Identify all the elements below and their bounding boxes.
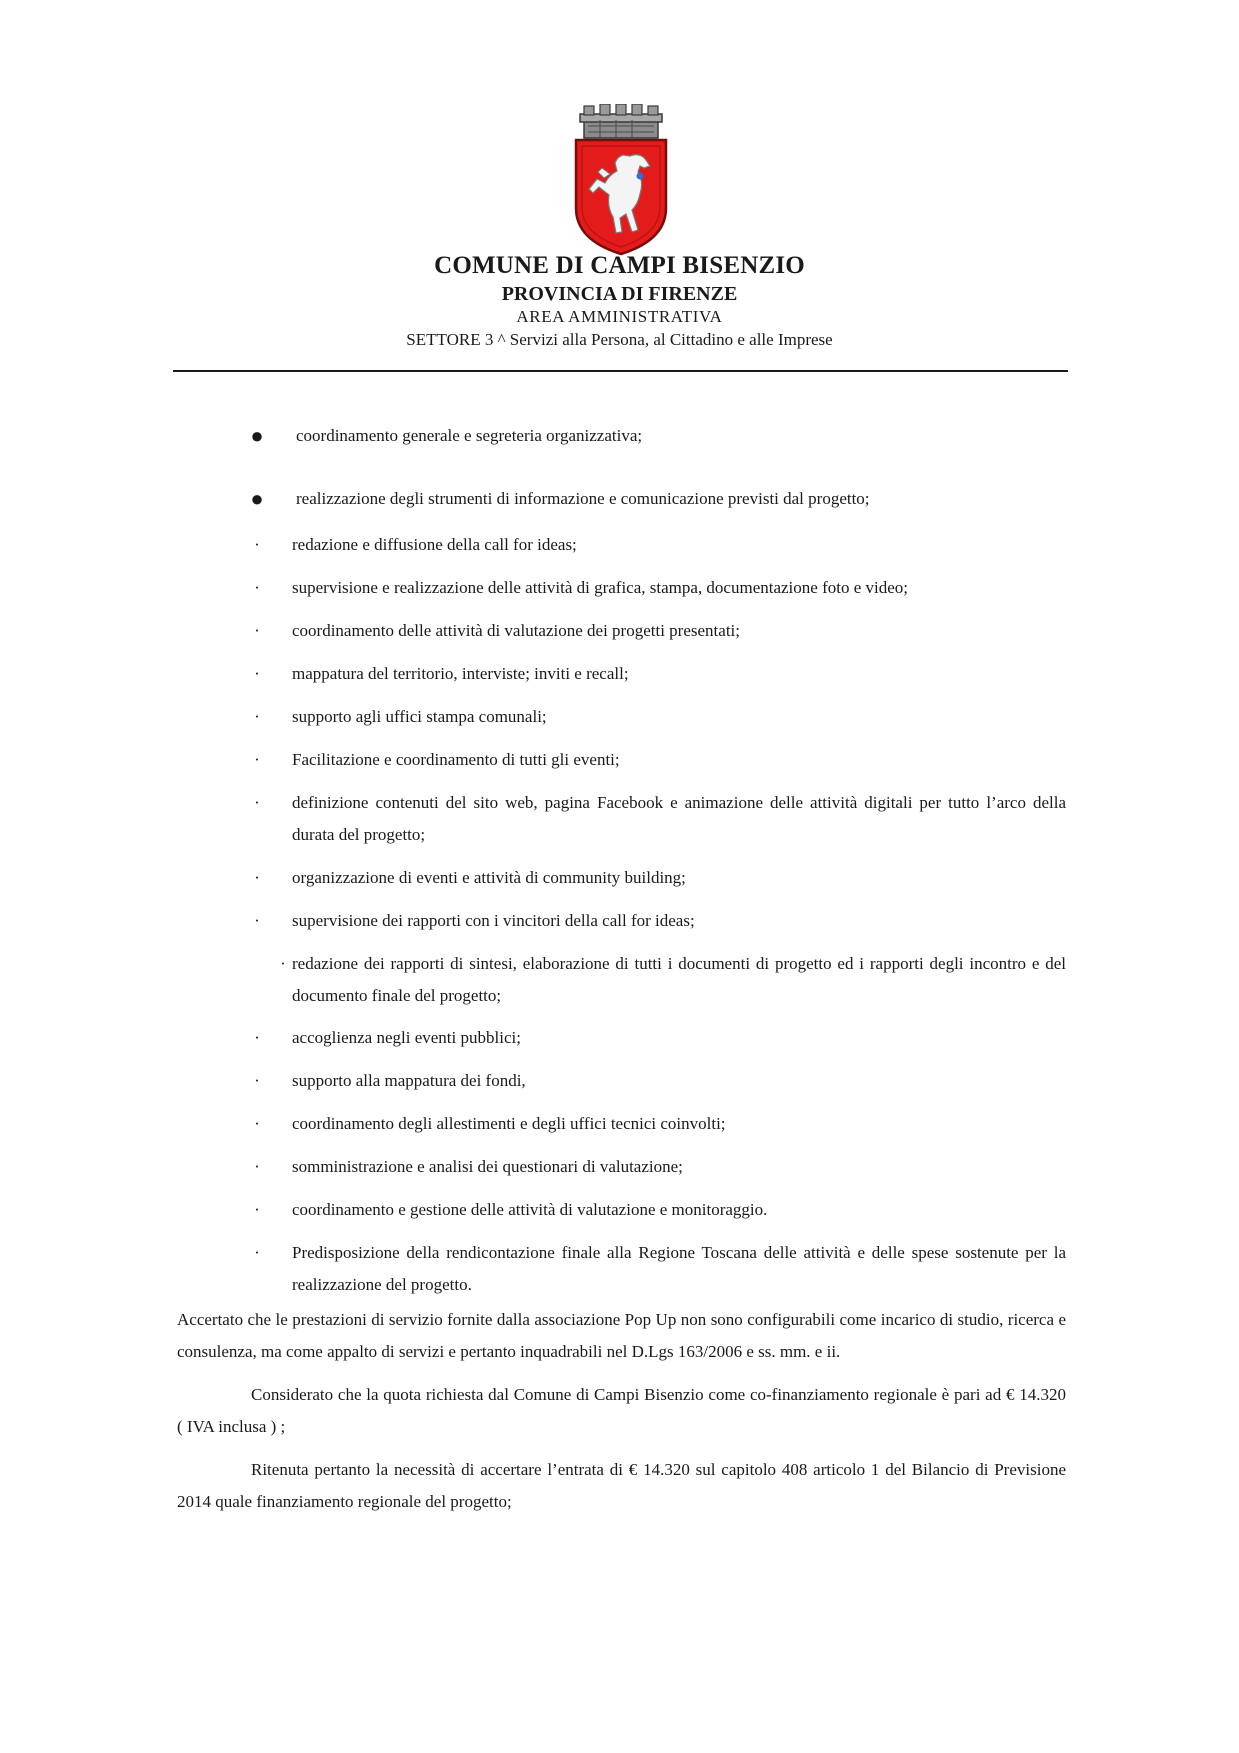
bullet: ·: [254, 707, 260, 726]
bullet: ·: [254, 535, 260, 554]
area-name: AREA AMMINISTRATIVA: [516, 307, 723, 326]
list-item-text: redazione dei rapporti di sintesi, elaborazione di tutti i documenti di progetto ed i rapporti degli incontro e del documento finale del progetto;: [292, 954, 1066, 1005]
bullet: ·: [254, 578, 260, 597]
list-item-text: coordinamento generale e segreteria organizzativa;: [296, 426, 643, 445]
list-item-text: redazione e diffusione della call for ideas;: [292, 535, 577, 554]
bullet: ·: [254, 1243, 260, 1262]
province-name: PROVINCIA DI FIRENZE: [501, 283, 738, 305]
paragraph-considerato: Considerato che la quota richiesta dal Comune di Campi Bisenzio come co-finanziamento regionale è pari ad € 14.320 ( IVA inclusa ) ;: [177, 1385, 1066, 1436]
list-item-text: supervisione dei rapporti con i vincitori della call for ideas;: [292, 911, 695, 930]
bullet: ●: [250, 486, 264, 511]
bullet: ·: [254, 664, 260, 683]
list-item-text: coordinamento delle attività di valutazione dei progetti presentati;: [292, 621, 740, 640]
list-item-text: accoglienza negli eventi pubblici;: [292, 1028, 521, 1047]
bullet: ·: [254, 1114, 260, 1133]
letterhead: [0, 250, 1239, 352]
list-item-text: realizzazione degli strumenti di informazione e comunicazione previsti dal progetto;: [296, 489, 870, 508]
bullet: ·: [254, 621, 260, 640]
coat-of-arms-icon: [570, 104, 672, 256]
bullet: ·: [254, 1157, 260, 1176]
list-item-text: supporto alla mappatura dei fondi,: [292, 1071, 526, 1090]
bullet: ·: [254, 1071, 260, 1090]
list-item-text: organizzazione di eventi e attività di community building;: [292, 868, 686, 887]
bullet: ·: [254, 1028, 260, 1047]
bullet: ·: [254, 911, 260, 930]
sector-name: SETTORE 3 ^ Servizi alla Persona, al Cittadino e alle Imprese: [406, 330, 833, 349]
list-item-text: Predisposizione della rendicontazione finale alla Regione Toscana delle attività e delle spese sostenute per la realizzazione del progetto.: [292, 1243, 1066, 1294]
municipality-title: COMUNE DI CAMPI BISENZIO: [434, 252, 805, 279]
bullet: ·: [280, 954, 286, 973]
list-item-text: supporto agli uffici stampa comunali;: [292, 707, 547, 726]
list-item-text: coordinamento e gestione delle attività di valutazione e monitoraggio.: [292, 1200, 768, 1219]
paragraph-ritenuta: Ritenuta pertanto la necessità di accertare l’entrata di € 14.320 sul capitolo 408 articolo 1 del Bilancio di Previsione 2014 quale finanziamento regionale del progetto;: [177, 1460, 1066, 1511]
bullet: ·: [254, 868, 260, 887]
list-item-text: supervisione e realizzazione delle attività di grafica, stampa, documentazione foto e video;: [292, 578, 908, 597]
list-item-text: coordinamento degli allestimenti e degli uffici tecnici coinvolti;: [292, 1114, 726, 1133]
bullet: ·: [254, 793, 260, 812]
list-item-text: Facilitazione e coordinamento di tutti gli eventi;: [292, 750, 620, 769]
paragraph-accertato: Accertato che le prestazioni di servizio fornite dalla associazione Pop Up non sono configurabili come incarico di studio, ricerca e consulenza, ma come appalto di servizi e pertanto inquadrabili nel D.Lgs 163/2006 e ss. mm. e ii.: [177, 1310, 1066, 1361]
list-item-text: definizione contenuti del sito web, pagina Facebook e animazione delle attività digitali per tutto l’arco della durata del progetto;: [292, 793, 1066, 844]
list-item-text: somministrazione e analisi dei questionari di valutazione;: [292, 1157, 683, 1176]
list-item-text: mappatura del territorio, interviste; inviti e recall;: [292, 664, 629, 683]
bullet: ·: [254, 1200, 260, 1219]
bullet: ●: [250, 423, 264, 448]
header-divider: [173, 370, 1068, 372]
bullet: ·: [254, 750, 260, 769]
